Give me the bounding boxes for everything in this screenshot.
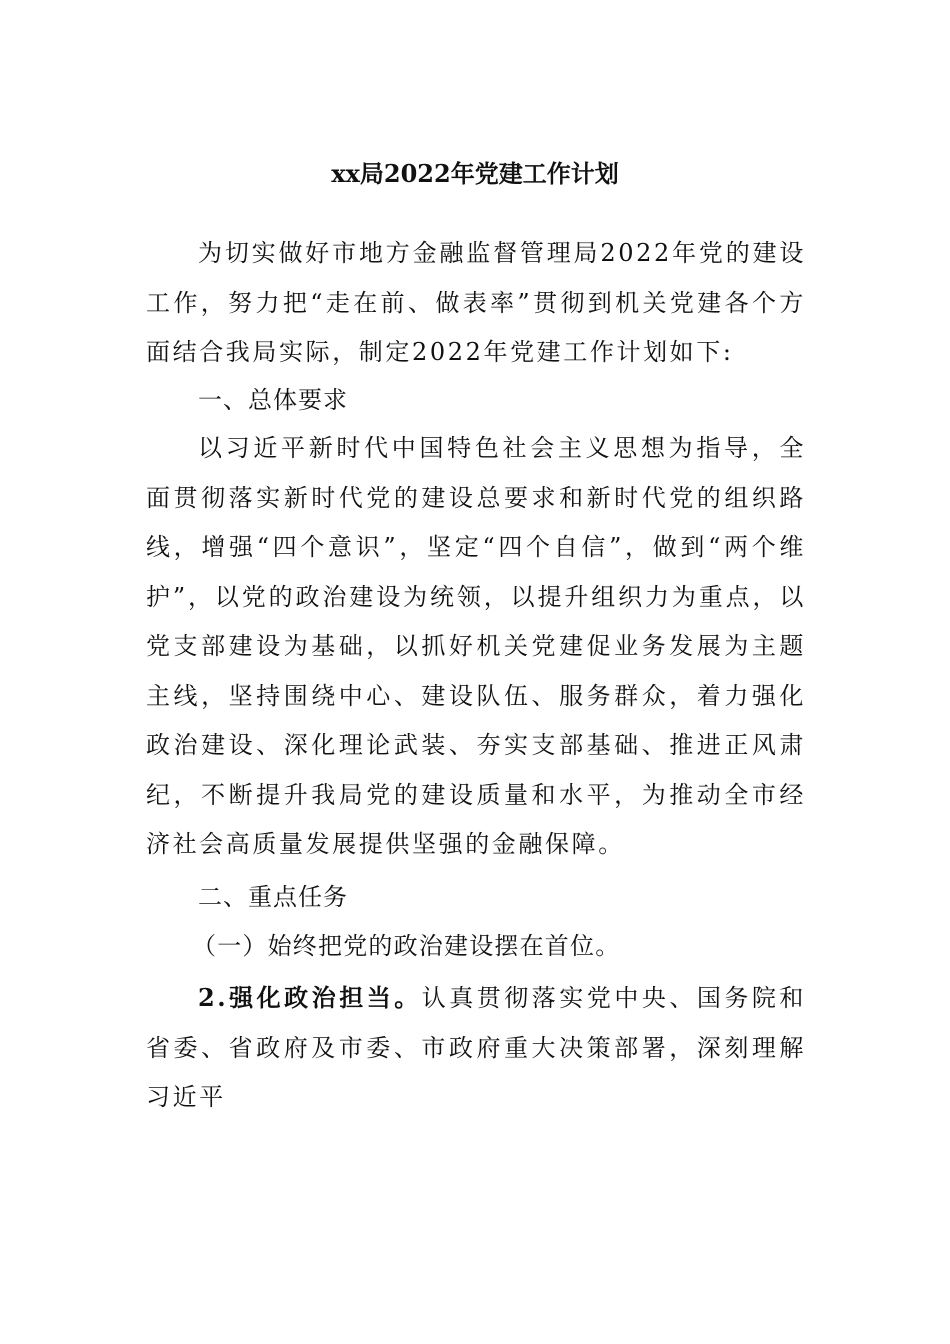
section-heading-general-requirements: 一、总体要求	[198, 386, 348, 414]
document-title: xx局2022年党建工作计划	[331, 159, 619, 188]
item-body: 认真贯彻落实党中央、国务院和省委、省政府及市委、市政府重大决策部署，深刻理解习近平	[146, 984, 806, 1111]
intro-paragraph	[146, 229, 806, 378]
subsection-heading	[192, 922, 812, 972]
subsection-text: （一）始终把党的政治建设摆在首位。	[192, 932, 621, 960]
item-lead: 2.强化政治担当。	[198, 983, 422, 1012]
item-paragraph	[146, 973, 806, 1123]
general-requirements-paragraph	[146, 424, 806, 870]
item-text	[146, 973, 806, 1123]
intro-text: 为切实做好市地方金融监督管理局2022年党的建设工作，努力把“走在前、做表率”贯彻到机关党建各个方面结合我局实际，制定2022年党建工作计划如下:	[146, 239, 806, 366]
section-heading-key-tasks: 二、重点任务	[198, 883, 348, 911]
general-requirements-text: 以习近平新时代中国特色社会主义思想为指导，全面贯彻落实新时代党的建设总要求和新时代党的组织路线，增强“四个意识”，坚定“四个自信”，做到“两个维护”，以党的政治建设为统领，以提升组织力为重点，以党支部建设为基础，以抓好机关党建促业务发展为主题主线，坚持围绕中心、建设队伍、服务群众，着力强化政治建设、深化理论武装、夯实支部基础、推进正风肃纪，不断提升我局党的建设质量和水平，为推动全市经济社会高质量发展提供坚强的金融保障。	[146, 434, 806, 858]
